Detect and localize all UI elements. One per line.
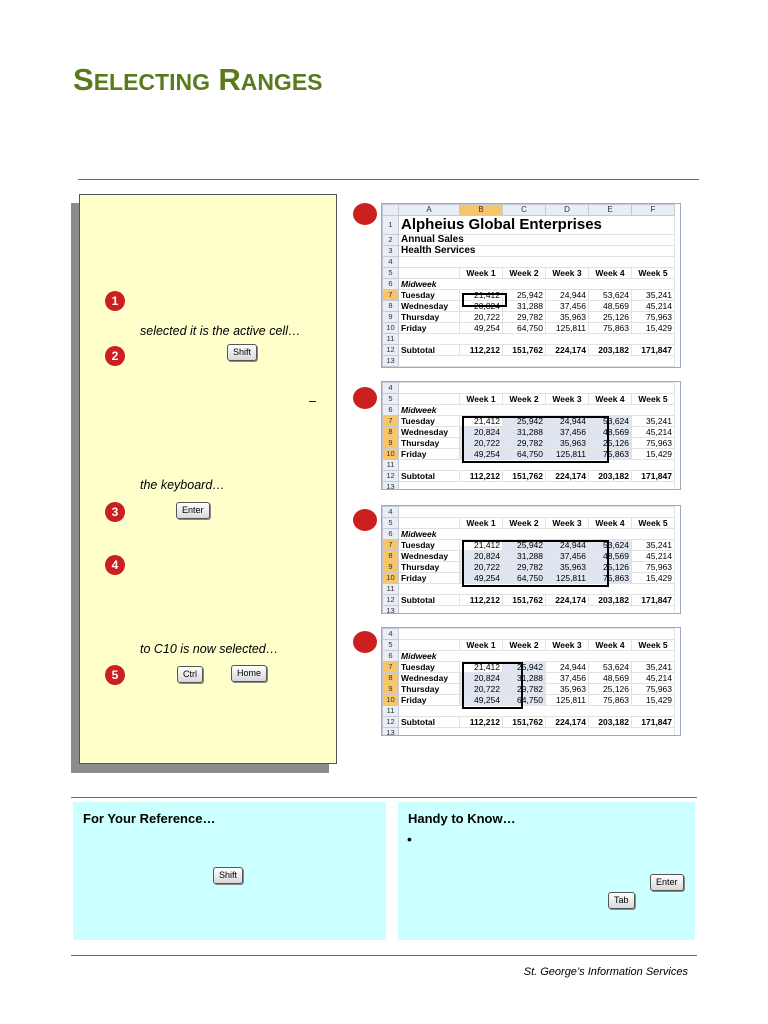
row-header[interactable]: 6 [383, 405, 399, 416]
step-text-active-cell: selected it is the active cell… [140, 324, 301, 338]
subtotal-cell[interactable]: 171,847 [632, 345, 675, 356]
value-cell[interactable]: 35,963 [546, 684, 589, 695]
row-header[interactable]: 13 [383, 728, 399, 737]
row-header[interactable]: 9 [383, 312, 399, 323]
week-header-cell[interactable]: Week 1 [460, 640, 503, 651]
value-cell[interactable]: 29,782 [503, 562, 546, 573]
step-number-3: 3 [105, 502, 125, 522]
value-cell[interactable]: 37,456 [546, 427, 589, 438]
value-cell[interactable]: 25,942 [503, 662, 546, 673]
subtotal-cell[interactable]: 203,182 [589, 717, 632, 728]
subtotal-cell[interactable]: 171,847 [632, 471, 675, 482]
row-header[interactable]: 12 [383, 717, 399, 728]
bullet: • [407, 831, 412, 847]
subtotal-cell[interactable]: 112,212 [460, 595, 503, 606]
day-cell[interactable]: Tuesday [399, 540, 460, 551]
value-cell[interactable]: 25,126 [589, 684, 632, 695]
row-header[interactable]: 9 [383, 684, 399, 695]
spreadsheet-1 [381, 203, 681, 368]
value-cell[interactable]: 35,963 [546, 438, 589, 449]
week-header-cell[interactable]: Week 2 [503, 640, 546, 651]
subtotal-label-cell[interactable]: Subtotal [399, 595, 460, 606]
value-cell[interactable]: 15,429 [632, 573, 675, 584]
day-cell[interactable]: Wednesday [399, 427, 460, 438]
empty-cell[interactable] [399, 257, 675, 268]
week-header-cell[interactable]: Week 3 [546, 640, 589, 651]
week-header-cell[interactable]: Week 4 [589, 394, 632, 405]
subtotal-cell[interactable]: 112,212 [460, 471, 503, 482]
value-cell[interactable]: 21,412 [460, 662, 503, 673]
row-header[interactable]: 13 [383, 482, 399, 491]
value-cell[interactable]: 45,214 [632, 551, 675, 562]
empty-cell[interactable] [399, 356, 675, 367]
empty-cell[interactable] [399, 507, 675, 518]
day-cell[interactable]: Thursday [399, 312, 460, 323]
day-cell[interactable]: Wednesday [399, 551, 460, 562]
value-cell[interactable]: 53,624 [589, 290, 632, 301]
value-cell[interactable]: 45,214 [632, 301, 675, 312]
empty-cell[interactable] [399, 606, 675, 615]
week-header-cell[interactable]: Week 2 [503, 518, 546, 529]
empty-cell[interactable] [399, 394, 460, 405]
subtotal-cell[interactable]: 112,212 [460, 345, 503, 356]
row-header[interactable]: 2 [383, 235, 399, 246]
home-key-icon: Home [231, 665, 267, 682]
week-header-cell[interactable]: Week 4 [589, 518, 632, 529]
subtotal-cell[interactable]: 203,182 [589, 345, 632, 356]
row-header[interactable]: 11 [383, 460, 399, 471]
step-text-dash: – [309, 394, 316, 408]
midweek-cell[interactable]: Midweek [399, 529, 675, 540]
step-number-2: 2 [105, 346, 125, 366]
value-cell[interactable]: 21,412 [460, 416, 503, 427]
sheet-grid [382, 204, 675, 367]
subtotal-cell[interactable]: 203,182 [589, 595, 632, 606]
subtotal-cell[interactable]: 151,762 [503, 471, 546, 482]
shift-key-icon: Shift [213, 867, 243, 884]
empty-cell[interactable] [399, 268, 460, 279]
value-cell[interactable]: 15,429 [632, 695, 675, 706]
shift-key-icon: Shift [227, 344, 257, 361]
step-number-4: 4 [105, 555, 125, 575]
day-cell[interactable]: Friday [399, 323, 460, 334]
week-header-cell[interactable]: Week 5 [632, 268, 675, 279]
spreadsheet-3 [381, 505, 681, 614]
empty-cell[interactable] [399, 640, 460, 651]
value-cell[interactable]: 37,456 [546, 551, 589, 562]
value-cell[interactable]: 35,241 [632, 540, 675, 551]
selection-range-border [462, 416, 609, 463]
week-header-cell[interactable]: Week 4 [589, 268, 632, 279]
value-cell[interactable]: 20,824 [460, 427, 503, 438]
value-cell[interactable]: 25,942 [503, 416, 546, 427]
row-header[interactable]: 10 [383, 695, 399, 706]
value-cell[interactable]: 48,569 [589, 427, 632, 438]
value-cell[interactable]: 64,750 [503, 323, 546, 334]
week-header-cell[interactable]: Week 2 [503, 394, 546, 405]
subtotal-cell[interactable]: 171,847 [632, 717, 675, 728]
subtitle-cell[interactable]: Annual Sales [399, 235, 675, 246]
value-cell[interactable]: 48,569 [589, 301, 632, 312]
value-cell[interactable]: 21,412 [460, 540, 503, 551]
value-cell[interactable]: 75,963 [632, 312, 675, 323]
reference-heading: For Your Reference… [83, 811, 216, 826]
row-header[interactable]: 6 [383, 529, 399, 540]
row-header[interactable]: 9 [383, 562, 399, 573]
value-cell[interactable]: 53,624 [589, 540, 632, 551]
step-text-c10: to C10 is now selected… [140, 642, 279, 656]
subtotal-cell[interactable]: 151,762 [503, 345, 546, 356]
row-header[interactable]: 11 [383, 334, 399, 345]
value-cell[interactable]: 75,863 [589, 323, 632, 334]
value-cell[interactable]: 31,288 [503, 301, 546, 312]
value-cell[interactable]: 53,624 [589, 416, 632, 427]
row-header[interactable]: 1 [383, 216, 399, 235]
value-cell[interactable]: 25,126 [589, 562, 632, 573]
value-cell[interactable]: 75,963 [632, 562, 675, 573]
value-cell[interactable]: 64,750 [503, 573, 546, 584]
value-cell[interactable]: 75,863 [589, 449, 632, 460]
row-header[interactable]: 12 [383, 345, 399, 356]
subtotal-cell[interactable]: 112,212 [460, 717, 503, 728]
row-header[interactable]: 8 [383, 551, 399, 562]
subtotal-cell[interactable]: 151,762 [503, 595, 546, 606]
empty-cell[interactable] [399, 482, 675, 491]
row-header[interactable]: 11 [383, 584, 399, 595]
value-cell[interactable]: 24,944 [546, 540, 589, 551]
sheet-grid [382, 628, 675, 736]
value-cell[interactable]: 20,824 [460, 301, 503, 312]
column-header[interactable]: F [632, 205, 675, 216]
week-header-cell[interactable]: Week 4 [589, 640, 632, 651]
row-header[interactable]: 5 [383, 640, 399, 651]
value-cell[interactable]: 37,456 [546, 301, 589, 312]
row-header[interactable]: 10 [383, 449, 399, 460]
column-header[interactable]: D [546, 205, 589, 216]
value-cell[interactable]: 75,863 [589, 695, 632, 706]
selection-range-border [462, 662, 523, 709]
divider-bottom [71, 955, 697, 956]
company-name-cell[interactable]: Alpheius Global Enterprises [399, 216, 675, 235]
day-cell[interactable]: Tuesday [399, 662, 460, 673]
day-cell[interactable]: Tuesday [399, 290, 460, 301]
enter-key-icon: Enter [176, 502, 210, 519]
week-header-cell[interactable]: Week 2 [503, 268, 546, 279]
value-cell[interactable]: 29,782 [503, 312, 546, 323]
midweek-cell[interactable]: Midweek [399, 651, 675, 662]
subtitle-cell[interactable]: Health Services [399, 246, 675, 257]
value-cell[interactable]: 15,429 [632, 323, 675, 334]
day-cell[interactable]: Thursday [399, 684, 460, 695]
value-cell[interactable]: 125,811 [546, 573, 589, 584]
value-cell[interactable]: 15,429 [632, 449, 675, 460]
row-header[interactable]: 11 [383, 706, 399, 717]
value-cell[interactable]: 25,942 [503, 290, 546, 301]
marker-dot-4 [353, 631, 377, 653]
value-cell[interactable]: 20,722 [460, 562, 503, 573]
value-cell[interactable]: 20,824 [460, 551, 503, 562]
subtotal-cell[interactable]: 224,174 [546, 345, 589, 356]
value-cell[interactable]: 75,863 [589, 573, 632, 584]
empty-cell[interactable] [399, 518, 460, 529]
value-cell[interactable]: 125,811 [546, 449, 589, 460]
row-header[interactable]: 10 [383, 573, 399, 584]
empty-cell[interactable] [399, 383, 675, 394]
row-header[interactable]: 4 [383, 629, 399, 640]
week-header-cell[interactable]: Week 5 [632, 640, 675, 651]
value-cell[interactable]: 75,963 [632, 438, 675, 449]
row-header[interactable]: 5 [383, 394, 399, 405]
subtotal-cell[interactable]: 203,182 [589, 471, 632, 482]
value-cell[interactable]: 125,811 [546, 695, 589, 706]
value-cell[interactable]: 35,241 [632, 662, 675, 673]
handy-heading: Handy to Know… [408, 811, 516, 826]
spreadsheet-4 [381, 627, 681, 736]
row-header[interactable]: 7 [383, 416, 399, 427]
column-header[interactable]: A [399, 205, 460, 216]
value-cell[interactable]: 64,750 [503, 449, 546, 460]
step-number-5: 5 [105, 665, 125, 685]
value-cell[interactable]: 29,782 [503, 684, 546, 695]
column-header[interactable]: C [503, 205, 546, 216]
value-cell[interactable]: 31,288 [503, 551, 546, 562]
value-cell[interactable]: 125,811 [546, 323, 589, 334]
divider-middle [71, 797, 697, 798]
week-header-cell[interactable]: Week 1 [460, 268, 503, 279]
subtotal-cell[interactable]: 151,762 [503, 717, 546, 728]
footer-text: St. George’s Information Services [523, 966, 688, 978]
row-header[interactable]: 8 [383, 301, 399, 312]
value-cell[interactable]: 75,963 [632, 684, 675, 695]
value-cell[interactable]: 20,722 [460, 684, 503, 695]
subtotal-cell[interactable]: 224,174 [546, 595, 589, 606]
value-cell[interactable]: 37,456 [546, 673, 589, 684]
row-header[interactable]: 10 [383, 323, 399, 334]
week-header-cell[interactable]: Week 1 [460, 518, 503, 529]
value-cell[interactable]: 49,254 [460, 695, 503, 706]
corner-cell [383, 205, 399, 216]
value-cell[interactable]: 53,624 [589, 662, 632, 673]
week-header-cell[interactable]: Week 3 [546, 268, 589, 279]
row-header[interactable]: 3 [383, 246, 399, 257]
selection-range-border [462, 540, 609, 587]
value-cell[interactable]: 48,569 [589, 673, 632, 684]
value-cell[interactable]: 49,254 [460, 573, 503, 584]
value-cell[interactable]: 24,944 [546, 290, 589, 301]
value-cell[interactable]: 29,782 [503, 438, 546, 449]
value-cell[interactable]: 20,824 [460, 673, 503, 684]
subtotal-label-cell[interactable]: Subtotal [399, 471, 460, 482]
value-cell[interactable]: 49,254 [460, 449, 503, 460]
value-cell[interactable]: 20,722 [460, 312, 503, 323]
day-cell[interactable]: Friday [399, 695, 460, 706]
row-header[interactable]: 5 [383, 518, 399, 529]
active-cell-border [462, 293, 507, 307]
week-header-cell[interactable]: Week 5 [632, 394, 675, 405]
day-cell[interactable]: Thursday [399, 562, 460, 573]
empty-cell[interactable] [399, 334, 675, 345]
enter-key-icon: Enter [650, 874, 684, 891]
row-header[interactable]: 12 [383, 595, 399, 606]
column-header[interactable]: E [589, 205, 632, 216]
day-cell[interactable]: Friday [399, 573, 460, 584]
value-cell[interactable]: 25,942 [503, 540, 546, 551]
row-header[interactable]: 6 [383, 651, 399, 662]
row-header[interactable]: 5 [383, 268, 399, 279]
divider-top [78, 179, 699, 180]
subtotal-label-cell[interactable]: Subtotal [399, 345, 460, 356]
ctrl-key-icon: Ctrl [177, 666, 203, 683]
value-cell[interactable]: 24,944 [546, 662, 589, 673]
value-cell[interactable]: 20,722 [460, 438, 503, 449]
midweek-cell[interactable]: Midweek [399, 405, 675, 416]
value-cell[interactable]: 35,963 [546, 312, 589, 323]
row-header[interactable]: 7 [383, 290, 399, 301]
row-header[interactable]: 13 [383, 606, 399, 615]
row-header[interactable]: 7 [383, 662, 399, 673]
subtotal-cell[interactable]: 171,847 [632, 595, 675, 606]
value-cell[interactable]: 64,750 [503, 695, 546, 706]
midweek-cell[interactable]: Midweek [399, 279, 675, 290]
week-header-cell[interactable]: Week 3 [546, 394, 589, 405]
page-title: SELECTING RANGES [73, 62, 323, 97]
row-header[interactable]: 13 [383, 356, 399, 367]
column-header[interactable]: B [460, 205, 503, 216]
marker-dot-2 [353, 387, 377, 409]
row-header[interactable]: 9 [383, 438, 399, 449]
week-header-cell[interactable]: Week 1 [460, 394, 503, 405]
value-cell[interactable]: 48,569 [589, 551, 632, 562]
day-cell[interactable]: Wednesday [399, 301, 460, 312]
day-cell[interactable]: Thursday [399, 438, 460, 449]
value-cell[interactable]: 24,944 [546, 416, 589, 427]
day-cell[interactable]: Friday [399, 449, 460, 460]
row-header[interactable]: 7 [383, 540, 399, 551]
tab-key-icon: Tab [608, 892, 635, 909]
value-cell[interactable]: 21,412 [460, 290, 503, 301]
subtotal-label-cell[interactable]: Subtotal [399, 717, 460, 728]
subtotal-cell[interactable]: 224,174 [546, 717, 589, 728]
column-header-row [383, 205, 675, 216]
row-header[interactable]: 4 [383, 507, 399, 518]
week-header-cell[interactable]: Week 3 [546, 518, 589, 529]
row-header[interactable]: 8 [383, 427, 399, 438]
value-cell[interactable]: 45,214 [632, 673, 675, 684]
day-cell[interactable]: Tuesday [399, 416, 460, 427]
empty-cell[interactable] [399, 728, 675, 737]
step-number-1: 1 [105, 291, 125, 311]
value-cell[interactable]: 31,288 [503, 427, 546, 438]
spreadsheet-2 [381, 381, 681, 490]
value-cell[interactable]: 35,963 [546, 562, 589, 573]
marker-dot-1 [353, 203, 377, 225]
value-cell[interactable]: 45,214 [632, 427, 675, 438]
step-text-keyboard: the keyboard… [140, 478, 225, 492]
empty-cell[interactable] [399, 706, 675, 717]
marker-dot-3 [353, 509, 377, 531]
row-header[interactable]: 6 [383, 279, 399, 290]
row-header[interactable]: 4 [383, 383, 399, 394]
subtotal-cell[interactable]: 224,174 [546, 471, 589, 482]
value-cell[interactable]: 35,241 [632, 416, 675, 427]
empty-cell[interactable] [399, 629, 675, 640]
value-cell[interactable]: 25,126 [589, 312, 632, 323]
value-cell[interactable]: 31,288 [503, 673, 546, 684]
value-cell[interactable]: 35,241 [632, 290, 675, 301]
day-cell[interactable]: Wednesday [399, 673, 460, 684]
row-header[interactable]: 4 [383, 257, 399, 268]
row-header[interactable]: 12 [383, 471, 399, 482]
week-header-cell[interactable]: Week 5 [632, 518, 675, 529]
value-cell[interactable]: 25,126 [589, 438, 632, 449]
value-cell[interactable]: 49,254 [460, 323, 503, 334]
row-header[interactable]: 8 [383, 673, 399, 684]
